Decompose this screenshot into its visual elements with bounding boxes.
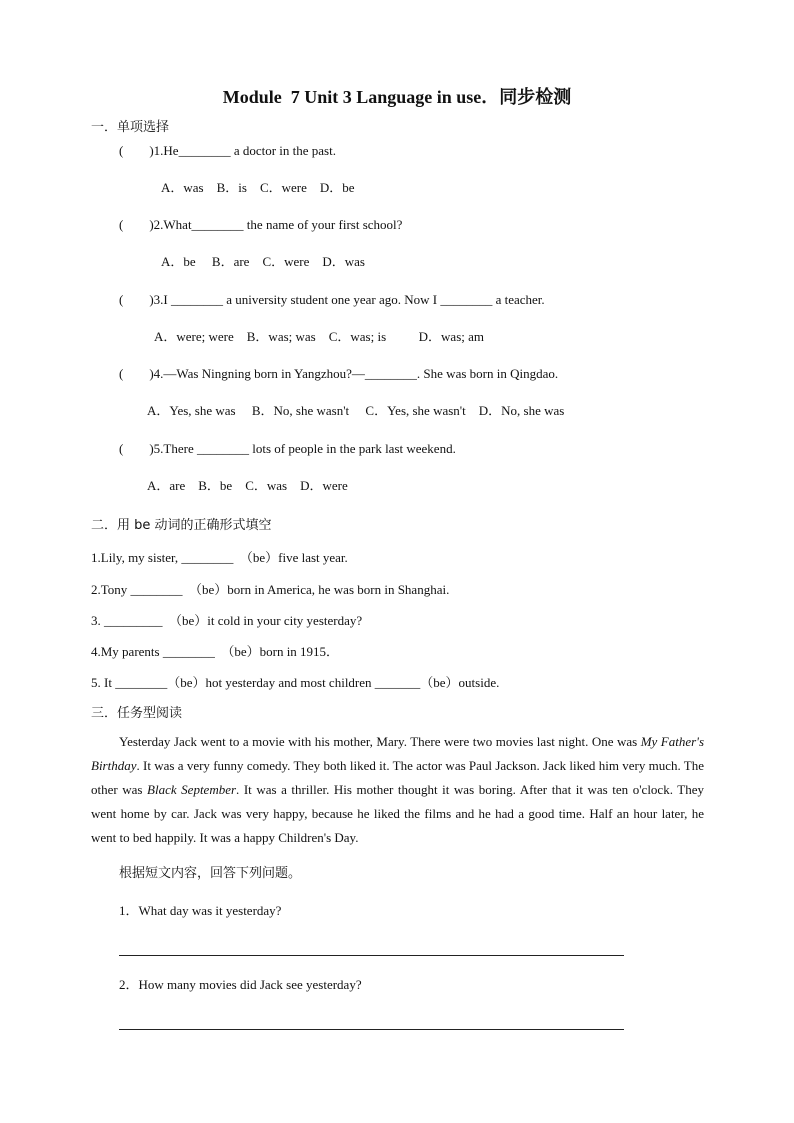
fill-item-2: 2.Tony ________ （be）born in America, he was born in Shanghai. — [91, 582, 450, 597]
reading-instruction: 根据短文内容，回答下列问题。 — [119, 866, 302, 881]
passage-part-1: Yesterday Jack went to a movie with his mother, Mary. There were two movies last night. One was — [119, 734, 641, 749]
fill-item-4: 4.My parents ________ （be）born in 1915． — [91, 644, 340, 659]
passage-part-3: . It was a thriller. His mother thought it was boring. After that it was ten o'clock. They went home by car. Jack was very happy, because he liked the films and he had a good time. Half an hour later, he went to bed happily. It was a happy Children's Day. — [91, 782, 704, 845]
question-4-stem: ( )4.—Was Ningning born in Yangzhou?—________. She was born in Qingdao. — [119, 366, 559, 381]
question-5-options: A．are B．be C．was D．were — [147, 478, 348, 493]
reading-question-1: 1．What day was it yesterday? — [119, 903, 282, 918]
question-2-stem: ( )2.What________ the name of your first school? — [119, 217, 403, 232]
movie-title-2: Black September — [147, 782, 237, 797]
question-3-options: A．were; were B．was; was C．was; is D．was; am — [154, 329, 485, 344]
answer-line-1 — [119, 955, 624, 956]
fill-item-1: 1.Lily, my sister, ________ （be）five last year. — [91, 550, 348, 565]
answer-line-2 — [119, 1029, 624, 1030]
fill-item-5: 5. It ________（be）hot yesterday and most children _______（be）outside. — [91, 675, 500, 690]
question-3-stem: ( )3.I ________ a university student one year ago. Now I ________ a teacher. — [119, 292, 545, 307]
question-1-options: A．was B．is C．were D．be — [161, 180, 355, 195]
page-title: Module 7 Unit 3 Language in use．同步检测 — [222, 87, 572, 107]
question-2-options: A．be B．are C．were D．was — [161, 254, 365, 269]
reading-question-2: 2．How many movies did Jack see yesterday? — [119, 977, 362, 992]
movie-title-1: My Father's Birthday — [91, 734, 704, 773]
fill-item-3: 3. _________ （be）it cold in your city yesterday? — [91, 613, 363, 628]
section-heading-multiple-choice: 一．单项选择 — [91, 120, 170, 135]
reading-passage — [91, 730, 704, 850]
section-heading-reading: 三．任务型阅读 — [91, 706, 183, 721]
question-5-stem: ( )5.There ________ lots of people in the park last weekend. — [119, 441, 456, 456]
question-1-stem: ( )1.He________ a doctor in the past. — [119, 143, 336, 158]
section-heading-fill-in: 二．用 be 动词的正确形式填空 — [91, 518, 272, 533]
question-4-options: A．Yes, she was B．No, she wasn't C．Yes, she wasn't D．No, she was — [147, 403, 565, 418]
passage-part-2: . It was a very funny comedy. They both liked it. The actor was Paul Jackson. Jack liked him very much. The other was — [91, 758, 704, 797]
